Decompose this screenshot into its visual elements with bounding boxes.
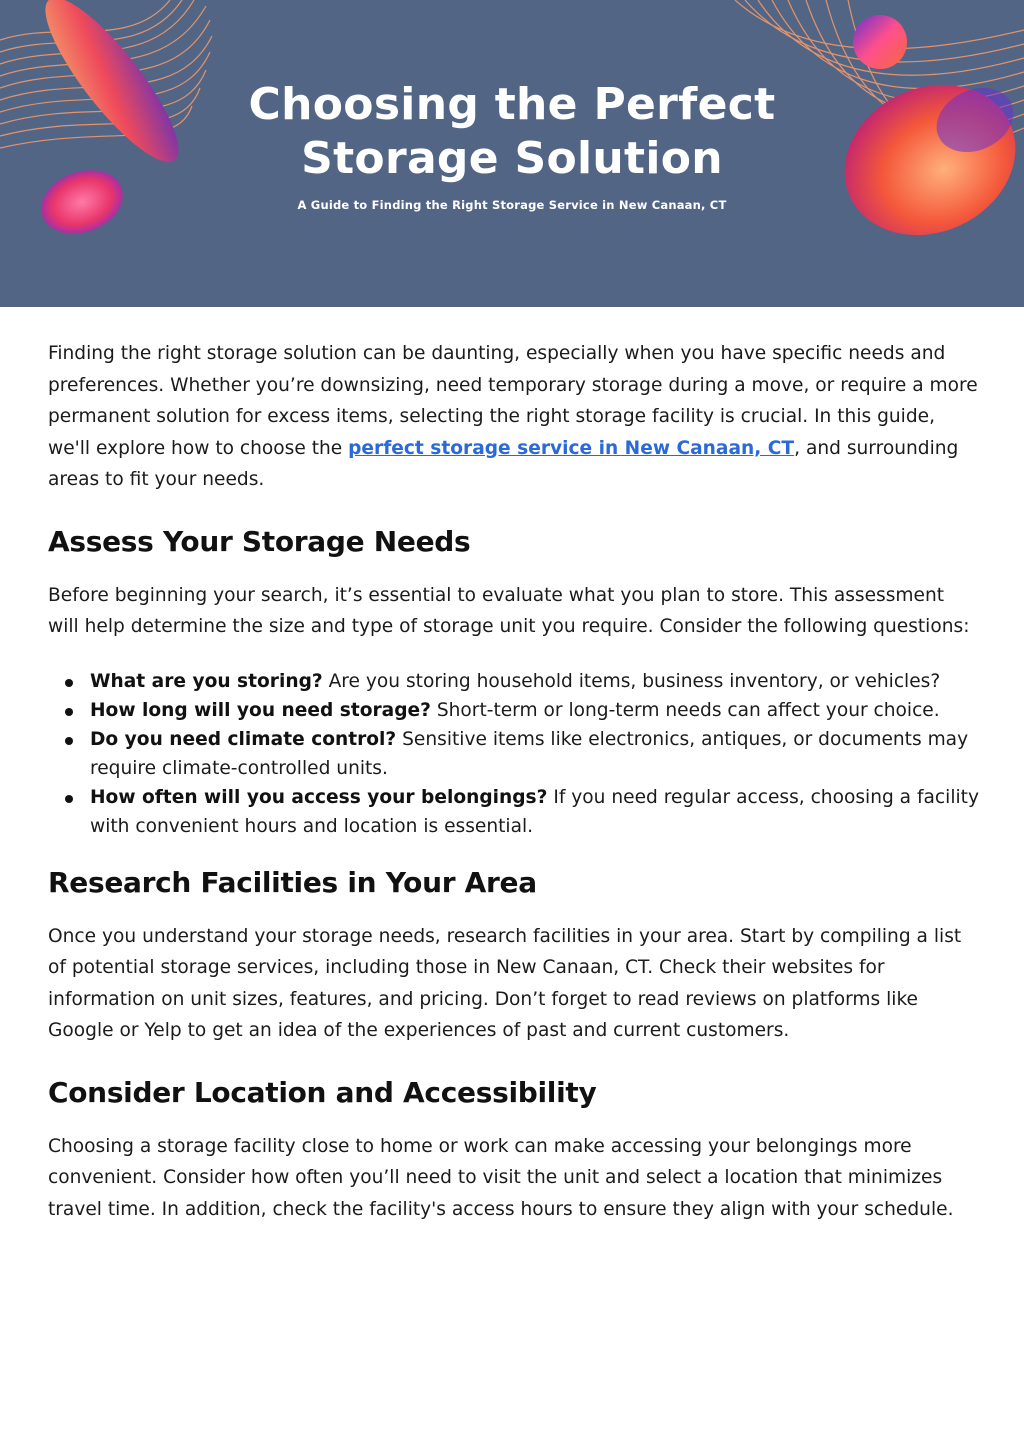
list-item-bold: How long will you need storage? bbox=[90, 699, 431, 721]
intro-text-after: , and surrounding areas to fit your needs. bbox=[48, 437, 959, 490]
questions-list bbox=[48, 667, 980, 841]
list-item-bold: Do you need climate control? bbox=[90, 728, 397, 750]
storage-service-link[interactable]: perfect storage service in New Canaan, CT bbox=[348, 437, 795, 459]
title-line-1: Choosing the Perfect bbox=[248, 79, 776, 130]
list-item bbox=[48, 783, 980, 841]
list-item-text: Short-term or long-term needs can affect your choice. bbox=[430, 699, 940, 721]
article-body bbox=[48, 338, 980, 1253]
intro-paragraph bbox=[48, 338, 980, 496]
section-body-assess: Before beginning your search, it’s essential to evaluate what you plan to store. This assessment will help determine the size and type of storage unit you require. Consider the following questions: bbox=[48, 584, 970, 637]
list-item-bold: What are you storing? bbox=[90, 670, 323, 692]
section-heading-assess: Assess Your Storage Needs bbox=[48, 524, 471, 558]
page-title bbox=[0, 78, 1024, 186]
intro-text-before: Finding the right storage solution can be daunting, especially when you have specific needs and preferences. Whether you’re downsizing, need temporary storage during a move, or require a more permanent solution for excess items, selecting the right storage facility is crucial. In this guide, we'll explore how to choose the bbox=[48, 343, 978, 459]
list-item-text: Are you storing household items, business inventory, or vehicles? bbox=[322, 670, 941, 692]
page-subtitle: A Guide to Finding the Right Storage Service in New Canaan, CT bbox=[297, 198, 727, 212]
header-banner bbox=[0, 0, 1024, 307]
title-line-2: Storage Solution bbox=[301, 133, 723, 184]
list-item-text: If you need regular access, choosing a facility with convenient hours and location is essential. bbox=[90, 786, 979, 837]
list-item bbox=[48, 696, 980, 725]
list-item bbox=[48, 667, 980, 696]
list-item-bold: How often will you access your belongings? bbox=[90, 786, 548, 808]
list-item-text: Sensitive items like electronics, antiques, or documents may require climate-controlled units. bbox=[90, 728, 969, 779]
section-heading-location: Consider Location and Accessibility bbox=[48, 1075, 597, 1109]
list-item bbox=[48, 725, 980, 783]
section-body-research: Once you understand your storage needs, research facilities in your area. Start by compiling a list of potential storage services, including those in New Canaan, CT. Check their websites for information on unit sizes, features, and pricing. Don’t forget to read reviews on platforms like Google or Yelp to get an idea of the experiences of past and current customers. bbox=[48, 925, 962, 1041]
section-heading-research: Research Facilities in Your Area bbox=[48, 865, 537, 899]
section-body-location: Choosing a storage facility close to home or work can make accessing your belongings more convenient. Consider how often you’ll need to visit the unit and select a location that minimizes travel time. In addition, check the facility's access hours to ensure they align with your schedule. bbox=[48, 1135, 954, 1220]
